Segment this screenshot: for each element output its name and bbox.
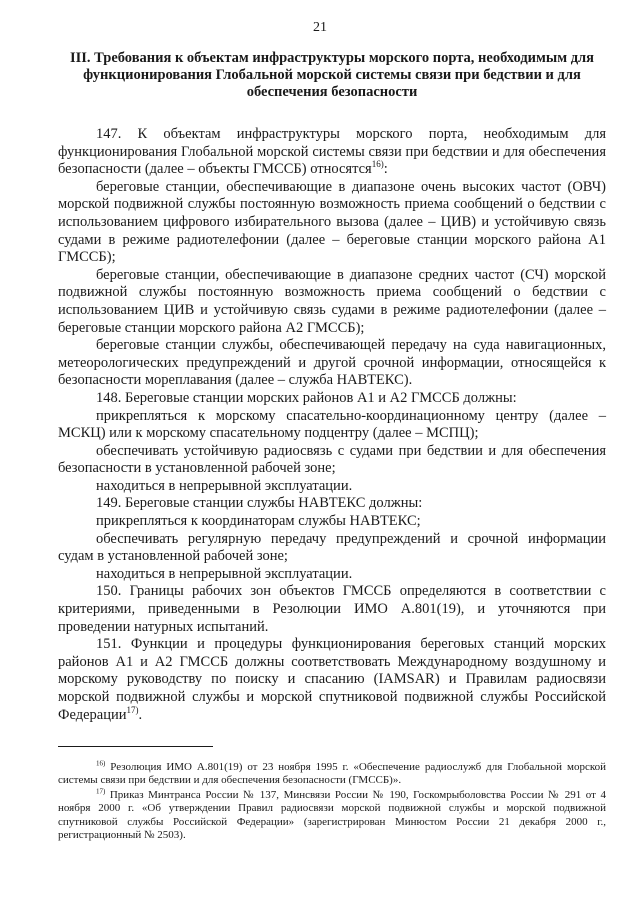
list-item-radio-link: обеспечивать устойчивую радиосвязь с судами при бедствии и для обеспечения безопасности в установленной рабочей зоне; — [58, 442, 606, 477]
list-item-attach-mrcc: прикрепляться к морскому спасательно-координационному центру (далее – МСКЦ) или к морскому спасательному подцентру (далее – МСПЦ); — [58, 407, 606, 442]
footnotes — [58, 761, 606, 843]
footnote-divider — [58, 746, 213, 747]
list-item-navtex-stations: береговые станции службы, обеспечивающей передачу на суда навигационных, метеорологических предупреждений и другой срочной информации, относящейся к безопасности мореплавания (далее – служба НАВТЕКС). — [58, 337, 606, 389]
footnote-16: $^{16)}$ Резолюция ИМО А.801(19) от 23 ноября 1995 г. «Обеспечение радиослужб для Глобальной морской системы связи при бедствии и для обеспечения безопасности (ГМССБ)». — [58, 759, 606, 787]
footnote-marker-16: 16) — [96, 759, 106, 768]
footnote-17: $^{17)}$ Приказ Минтранса России № 137, Минсвязи России № 190, Госкомрыболовства России № 291 от 4 ноября 2000 г. «Об утверждении Правил радиосвязи морской подвижной службы и морской подвижной спутниковой службы Российской Федерации» (зарегистрирован Минюстом России 21 декабря 2000 г., регистрационный № 2503). — [58, 787, 606, 842]
footnote-ref-17: 17) — [126, 704, 139, 715]
paragraph-151: 151. Функции и процедуры функционирования береговых станций морских районов А1 и А2 ГМССБ должны соответствовать Международному воздушному и морскому руководству по поиску и спасанию (IAMSAR) и Правилам радиосвязи морской подвижной службы и морской спутниковой подвижной службы Российской Федерации$^{17)}$. — [58, 636, 606, 723]
list-item-continuous-operation: находиться в непрерывной эксплуатации. — [96, 477, 353, 494]
paragraph-147-intro: 147. К объектам инфраструктуры морского порта, необходимым для функционирования Глобальной морской системы связи при бедствии и для обеспечения безопасности (далее – объекты ГМССБ) относятся$^{16)}$: — [58, 126, 606, 178]
list-item-vhf-stations: береговые станции, обеспечивающие в диапазоне очень высоких частот (ОВЧ) морской подвижной службы постоянную возможность приема сообщений о бедствии с использованием цифрового избирательного вызова (далее – ЦИВ) и устойчивую связь судами в режиме радиотелефонии (далее – береговые станции морского района А1 ГМССБ); — [58, 178, 606, 266]
document-body — [58, 126, 606, 724]
footnote-marker-17: 17) — [96, 787, 106, 796]
section-heading: III. Требования к объектам инфраструктуры морского порта, необходимым для функционирования Глобальной морской системы связи при бедствии и для обеспечения безопасности — [69, 50, 595, 100]
page-number: 21 — [313, 20, 327, 35]
list-item-regular-broadcast: обеспечивать регулярную передачу предупреждений и срочной информации судам в установленной рабочей зоне; — [58, 530, 606, 565]
paragraph-150: 150. Границы рабочих зон объектов ГМССБ определяются в соответствии с критериями, приведенными в Резолюции ИМО А.801(19), и уточняются при проведении натурных испытаний. — [58, 583, 606, 635]
list-item-attach-navtex-coordinators: прикрепляться к координаторам службы НАВТЕКС; — [96, 513, 421, 530]
list-item-mf-stations: береговые станции, обеспечивающие в диапазоне средних частот (СЧ) морской подвижной службы постоянную возможность приема сообщений о бедствии с использованием ЦИВ и устойчивую связь судами в режиме радиотелефонии (далее – береговые станции морского района А2 ГМССБ); — [58, 266, 606, 336]
paragraph-148: 148. Береговые станции морских районов А1 и А2 ГМССБ должны: — [96, 389, 517, 406]
list-item-continuous-operation-2: находиться в непрерывной эксплуатации. — [96, 565, 353, 582]
footnote-ref-16: 16) — [371, 159, 384, 170]
paragraph-149: 149. Береговые станции службы НАВТЕКС должны: — [96, 495, 423, 512]
